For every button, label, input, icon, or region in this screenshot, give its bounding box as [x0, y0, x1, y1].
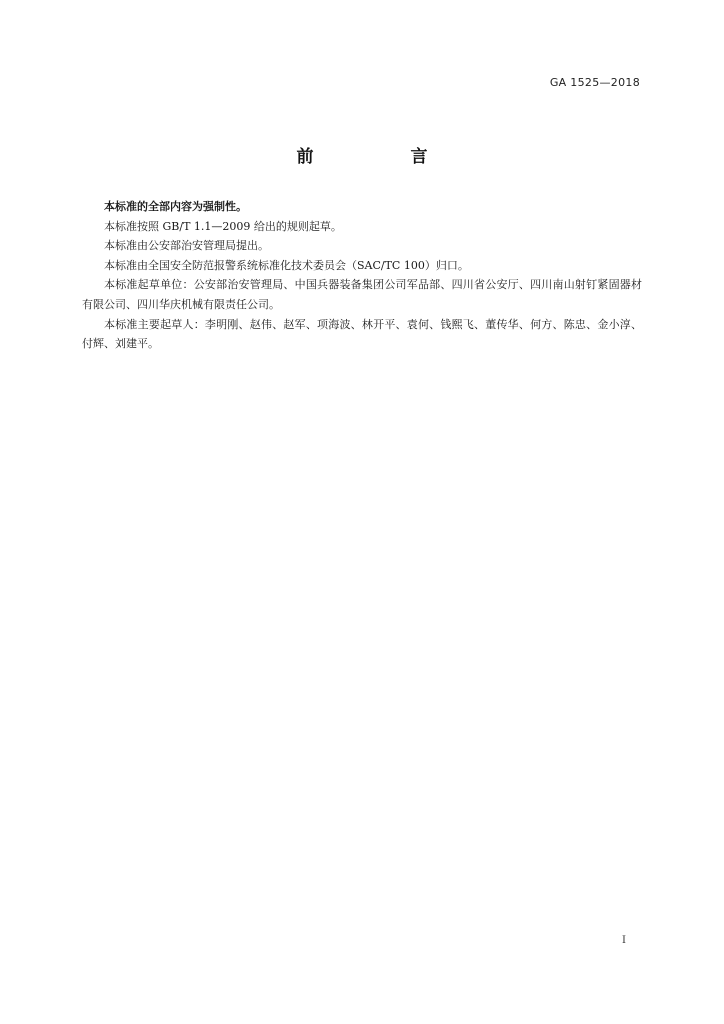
foreword-body	[82, 197, 642, 354]
paragraph-technical-committee: 本标准由全国安全防范报警系统标准化技术委员会（SAC/TC 100）归口。	[104, 258, 469, 272]
page-number: I	[622, 935, 626, 946]
paragraph-drafting-rules: 本标准按照 GB/T 1.1—2009 给出的规则起草。	[104, 219, 342, 233]
paragraph-drafting-organizations: 本标准起草单位：公安部治安管理局、中国兵器装备集团公司军品部、四川省公安厅、四川南山射钉紧固器材有限公司、四川华庆机械有限责任公司。	[82, 278, 642, 311]
paragraph-mandatory: 本标准的全部内容为强制性。	[104, 200, 247, 213]
paragraph-proposer: 本标准由公安部治安管理局提出。	[104, 239, 269, 253]
page-title: 前 言	[296, 147, 468, 167]
standard-number: GA 1525—2018	[549, 76, 640, 89]
paragraph-main-drafters: 本标准主要起草人：李明刚、赵伟、赵军、项海波、林开平、袁何、钱熙飞、董传华、何方、陈忠、金小淳、付辉、刘建平。	[82, 317, 642, 351]
